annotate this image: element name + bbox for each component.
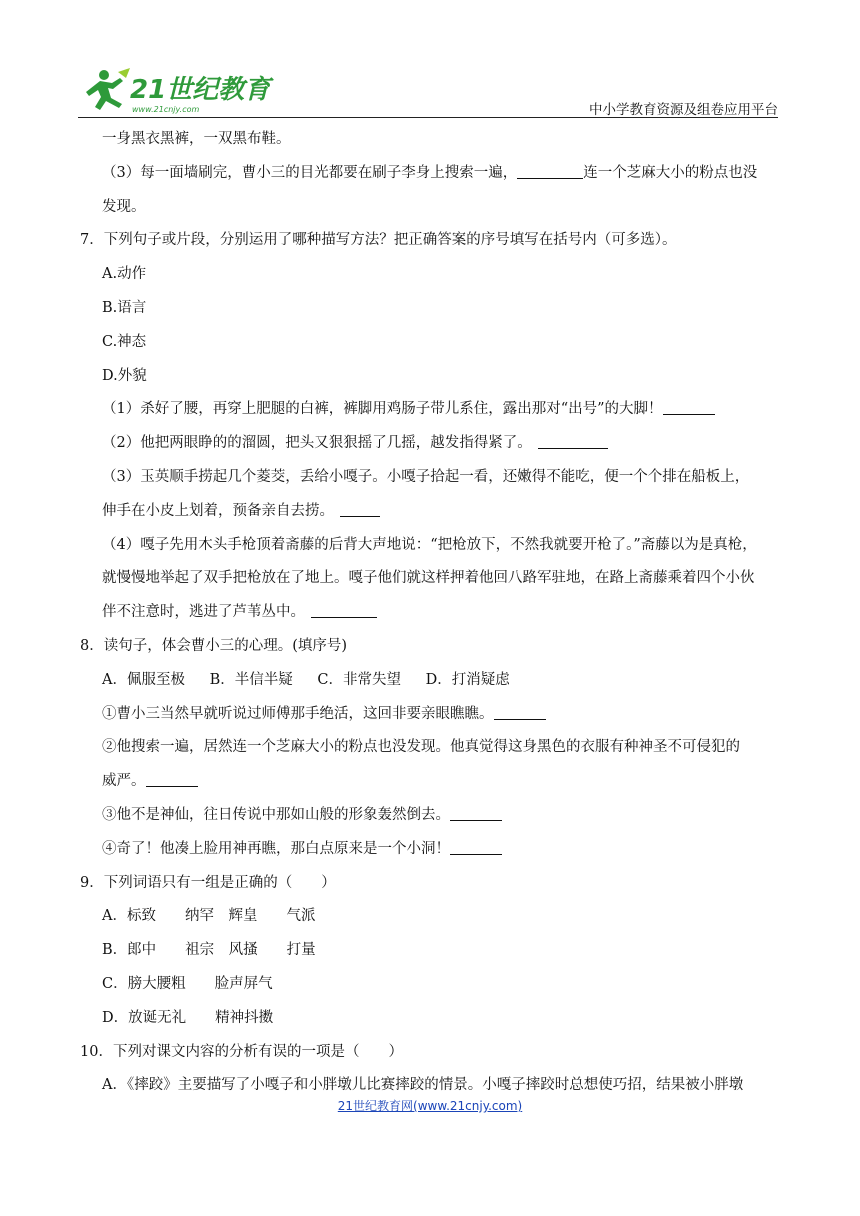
option-b: B．半信半疑 xyxy=(209,671,293,688)
text-line: 伸手在小皮上划着，预备亲自去捞。 xyxy=(102,495,782,529)
question-9: 9．下列词语只有一组是正确的（ ） xyxy=(80,874,336,891)
option-c: C．非常失望 xyxy=(317,671,401,688)
question-7: 7．下列句子或片段，分别运用了哪种描写方法？把正确答案的序号填写在括号内（可多选）。 xyxy=(80,232,677,249)
option-c: C．膀大腰粗 脸声屏气 xyxy=(102,975,273,992)
header-rule xyxy=(78,117,778,118)
option-d: D．打消疑虑 xyxy=(425,671,510,688)
answer-blank[interactable] xyxy=(517,163,583,179)
option-d: D.外貌 xyxy=(102,367,147,384)
text-line: ①曹小三当然早就听说过师傅那手绝活，这回非要亲眼瞧瞧。 xyxy=(102,698,782,732)
svg-text:21世纪教育: 21世纪教育 xyxy=(130,75,271,105)
answer-blank[interactable] xyxy=(538,433,608,449)
option-b: B．郎中 祖宗 风搔 打量 xyxy=(102,942,316,959)
answer-blank[interactable] xyxy=(311,602,377,618)
answer-blank[interactable] xyxy=(340,501,380,517)
answer-blank[interactable] xyxy=(663,399,715,415)
text-line: （3）玉英顺手捞起几个菱茭，丢给小嘎子。小嘎子拾起一看，还嫩得不能吃，便一个个排在船板上， xyxy=(102,468,750,485)
option-a: A．标致 纳罕 辉皇 气派 xyxy=(102,908,316,925)
option-a: A．《摔跤》主要描写了小嘎子和小胖墩儿比赛摔跤的情景。小嘎子摔跤时总想使巧招，结果被小胖墩 xyxy=(102,1077,744,1094)
option-c: C.神态 xyxy=(102,333,147,350)
answer-blank[interactable] xyxy=(450,839,502,855)
text-line: 一身黑衣黑裤，一双黑布鞋。 xyxy=(102,131,291,147)
page-header xyxy=(78,62,778,120)
text-line: （3）每一面墙刷完，曹小三的目光都要在刷子李身上搜索一遍， 连一个芝麻大小的粉点也没 xyxy=(102,164,758,181)
answer-blank[interactable] xyxy=(494,704,546,720)
question-8: 8．读句子，体会曹小三的心理。(填序号) xyxy=(80,637,348,654)
text-line: ②他搜索一遍，居然连一个芝麻大小的粉点也没发现。他真觉得这身黑色的衣服有种神圣不可侵犯的 xyxy=(102,739,740,756)
text-line: ④奇了！他凑上脸用神再瞧，那白点原来是一个小洞！ xyxy=(102,833,782,867)
svg-text:www.21cnjy.com: www.21cnjy.com xyxy=(132,105,200,114)
logo xyxy=(78,66,278,118)
platform-name: 中小学教育资源及组卷应用平台 xyxy=(589,102,778,118)
text-line: ③他不是神仙，往日传说中那如山般的形象轰然倒去。 xyxy=(102,799,782,833)
text-line: （2）他把两眼睁的的溜圆，把头又狠狠摇了几摇，越发指得紧了。 xyxy=(102,427,782,461)
answer-blank[interactable] xyxy=(146,771,198,787)
text-line: 就慢慢地举起了双手把枪放在了地上。嘎子他们就这样押着他回八路军驻地，在路上斋藤乘着四个小伙 xyxy=(102,570,755,587)
question-10: 10．下列对课文内容的分析有误的一项是（ ） xyxy=(80,1043,403,1060)
option-a: A.动作 xyxy=(102,266,147,283)
option-b: B.语言 xyxy=(102,299,147,316)
document-body xyxy=(80,123,782,1103)
footer-link[interactable]: 21世纪教育网(www.21cnjy.com) xyxy=(337,1099,523,1113)
text-line: （1）杀好了腰，再穿上肥腿的白裤，裤脚用鸡肠子带儿系住，露出那对“出号”的大脚！ xyxy=(102,393,782,427)
option-d: D．放诞无礼 精神抖擞 xyxy=(102,1009,274,1026)
text-line: （4）嘎子先用木头手枪顶着斋藤的后背大声地说：“把枪放下，不然我就要开枪了。”斋藤以为是真枪， xyxy=(102,536,757,553)
text-line: 发现。 xyxy=(102,198,146,215)
options-row xyxy=(102,664,782,698)
option-a: A．佩服至极 xyxy=(102,671,185,688)
answer-blank[interactable] xyxy=(450,805,502,821)
text-line: 威严。 xyxy=(102,765,782,799)
text-line: 伴不注意时，逃进了芦苇丛中。 xyxy=(102,596,782,630)
runner-icon xyxy=(86,68,130,110)
